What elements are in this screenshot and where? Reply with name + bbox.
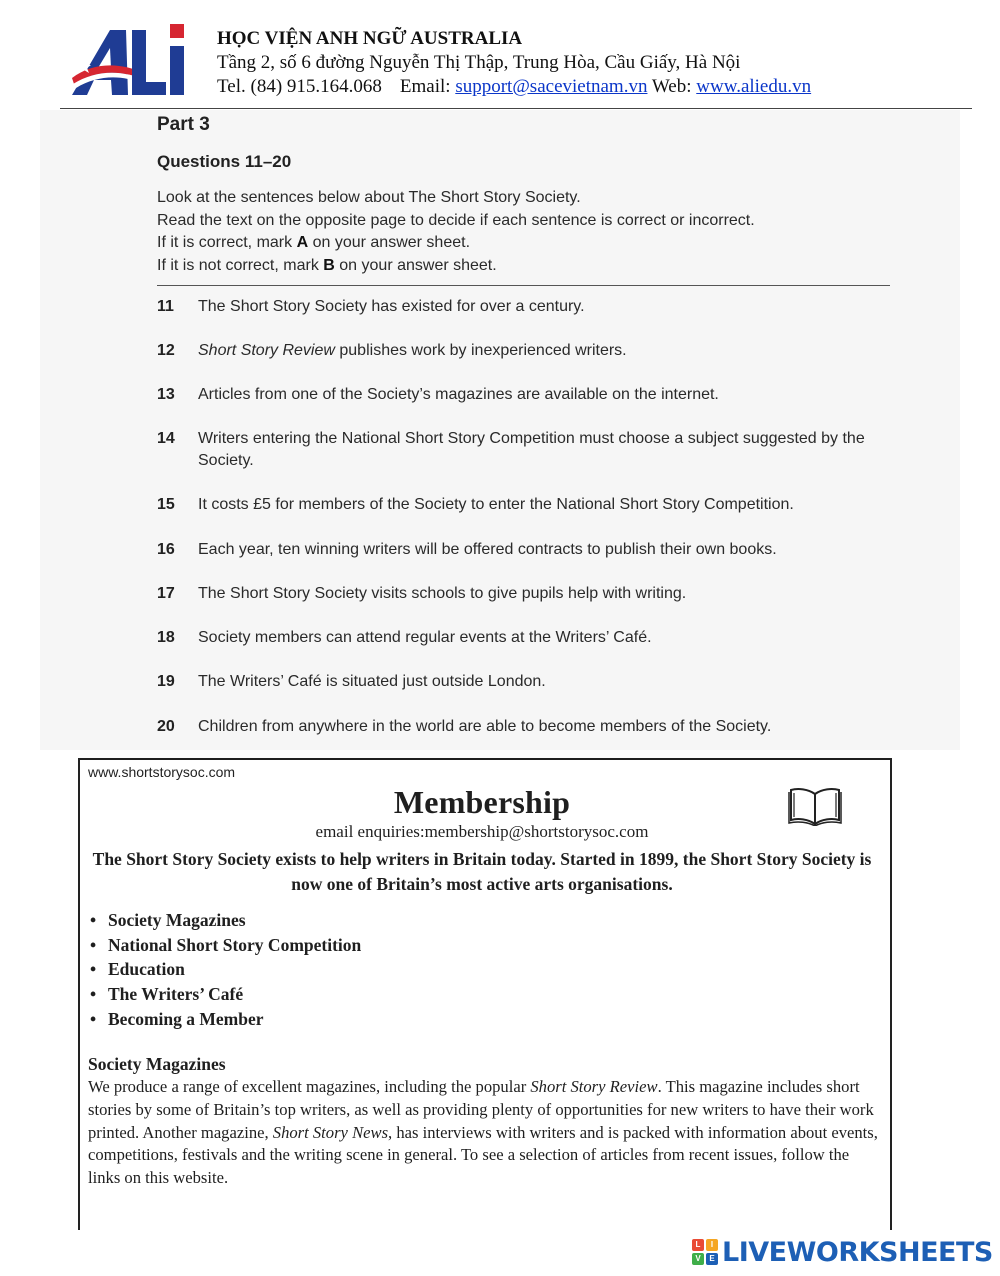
instruction-line	[157, 255, 755, 278]
bullet: •	[90, 1008, 97, 1029]
icon-tile: E	[706, 1253, 718, 1265]
question-text: It costs £5 for members of the Society to enter the National Short Story Competition.	[198, 496, 794, 513]
section-item	[90, 982, 361, 1007]
question-text	[198, 340, 897, 362]
section-label: Education	[108, 959, 185, 980]
header-divider	[60, 108, 972, 109]
magazine-title: Short Story Review	[530, 1077, 658, 1096]
icon-tile: I	[706, 1239, 718, 1251]
question-text: Writers entering the National Short Story Competition must choose a subject suggested by the Society.	[198, 430, 865, 469]
question-text: Each year, ten winning writers will be offered contracts to publish their own books.	[198, 541, 777, 558]
magazines-heading: Society Magazines	[88, 1054, 226, 1074]
question-text: The Short Story Society has existed for over a century.	[198, 298, 585, 315]
ali-logo-graphic	[70, 20, 188, 100]
liveworksheets-icon	[692, 1239, 718, 1265]
question-15	[157, 494, 897, 516]
org-name: HỌC VIỆN ANH NGỮ AUSTRALIA	[217, 28, 523, 49]
question-20	[157, 716, 897, 738]
paragraph-text: , has interviews with writers and is packed with information about events, competitions, festivals and the writing scene in general. To see a selection of articles from recent issues, follow the links on this website.	[88, 1122, 878, 1188]
paragraph-text: We produce a range of excellent magazines, including the popular	[88, 1077, 531, 1096]
email-link[interactable]: support@sacevietnam.vn	[455, 76, 648, 97]
question-18	[157, 627, 897, 649]
tel-label: Tel. (84) 915.164.068	[217, 76, 382, 97]
instruction-line: Look at the sentences below about The Short Story Society.	[157, 189, 581, 206]
question-number: 13	[157, 386, 175, 403]
instruction-text: If it is not correct, mark	[157, 256, 324, 274]
instructions-divider	[157, 285, 890, 286]
paragraph-text: . This magazine includes short stories by some of Britain’s top writers, as well as providing plenty of opportunities for new writers to have their work printed. Another magazine,	[88, 1077, 874, 1142]
question-number: 15	[157, 496, 175, 513]
question-19	[157, 671, 897, 693]
question-14	[157, 428, 897, 472]
exam-page	[40, 110, 960, 750]
question-number: 16	[157, 541, 175, 558]
site-url: www.shortstorysoc.com	[88, 764, 236, 780]
membership-title: Membership	[393, 784, 571, 820]
question-number: 19	[157, 673, 175, 690]
liveworksheets-brand	[692, 1234, 993, 1270]
section-item	[90, 933, 361, 958]
icon-tile: L	[692, 1239, 704, 1251]
question-16	[157, 539, 897, 561]
section-item	[90, 1007, 361, 1032]
question-text-rest: publishes work by inexperienced writers.	[334, 342, 627, 359]
org-address: Tầng 2, số 6 đường Nguyễn Thị Thập, Trung Hòa, Cầu Giấy, Hà Nội	[217, 52, 741, 73]
section-label: Society Magazines	[108, 910, 246, 930]
question-number: 20	[157, 718, 175, 735]
instruction-text: on your answer sheet.	[308, 234, 471, 251]
question-12	[157, 340, 897, 362]
answer-mark-a: A	[296, 234, 309, 251]
question-number: 18	[157, 629, 175, 646]
section-item	[90, 908, 361, 933]
instruction-text: on your answer sheet.	[334, 256, 497, 274]
web-label: Web:	[651, 76, 692, 97]
question-17	[157, 583, 897, 605]
header-contact	[217, 27, 811, 99]
question-number: 14	[157, 430, 175, 447]
section-label: The Writers’ Café	[108, 984, 244, 1005]
question-text: Children from anywhere in the world are able to become members of the Society.	[198, 718, 772, 735]
instruction-line: Read the text on the opposite page to decide if each sentence is correct or incorrect.	[157, 211, 755, 229]
instruction-line	[157, 232, 755, 255]
brand-name: LIVEWORKSHEETS	[722, 1236, 993, 1268]
question-number: 17	[157, 585, 175, 602]
bullet: •	[90, 910, 97, 930]
part-title: Part 3	[157, 114, 210, 135]
contact-line	[217, 75, 811, 99]
web-link[interactable]: www.aliedu.vn	[696, 76, 812, 97]
question-number: 11	[157, 298, 174, 315]
section-label: National Short Story Competition	[108, 934, 362, 955]
question-range: Questions 11–20	[157, 152, 292, 171]
question-11	[157, 296, 897, 318]
question-text: Society members can attend regular events at the Writers’ Café.	[198, 629, 652, 646]
section-list	[90, 908, 361, 1031]
section-label: Becoming a Member	[108, 1008, 264, 1029]
instructions	[157, 187, 755, 277]
ali-logo	[70, 20, 188, 100]
question-text: Articles from one of the Society’s magazines are available on the internet.	[198, 386, 719, 403]
society-intro: The Short Story Society exists to help writers in Britain today. Started in 1899, the Short Story Society is now one of Britain’s most active arts organisations.	[92, 849, 872, 894]
question-text: The Writers’ Café is situated just outside London.	[198, 673, 546, 690]
question-text: The Short Story Society visits schools to give pupils help with writing.	[198, 585, 687, 602]
email-label: Email:	[399, 76, 451, 97]
section-item	[90, 957, 361, 982]
icon-tile: V	[692, 1253, 704, 1265]
question-number: 12	[157, 342, 175, 359]
membership-page	[78, 758, 892, 1230]
magazine-title: Short Story Review	[198, 342, 335, 359]
magazine-title: Short Story News	[272, 1122, 389, 1142]
magazines-paragraph	[88, 1076, 883, 1190]
open-book-icon	[788, 786, 842, 826]
question-13	[157, 384, 897, 406]
answer-mark-b: B	[323, 256, 335, 274]
bullet: •	[90, 959, 97, 980]
bullet: •	[90, 984, 97, 1005]
enquiries-email: email enquiries:membership@shortstorysoc.com	[315, 822, 649, 841]
instruction-text: If it is correct, mark	[157, 234, 297, 251]
bullet: •	[90, 934, 97, 955]
